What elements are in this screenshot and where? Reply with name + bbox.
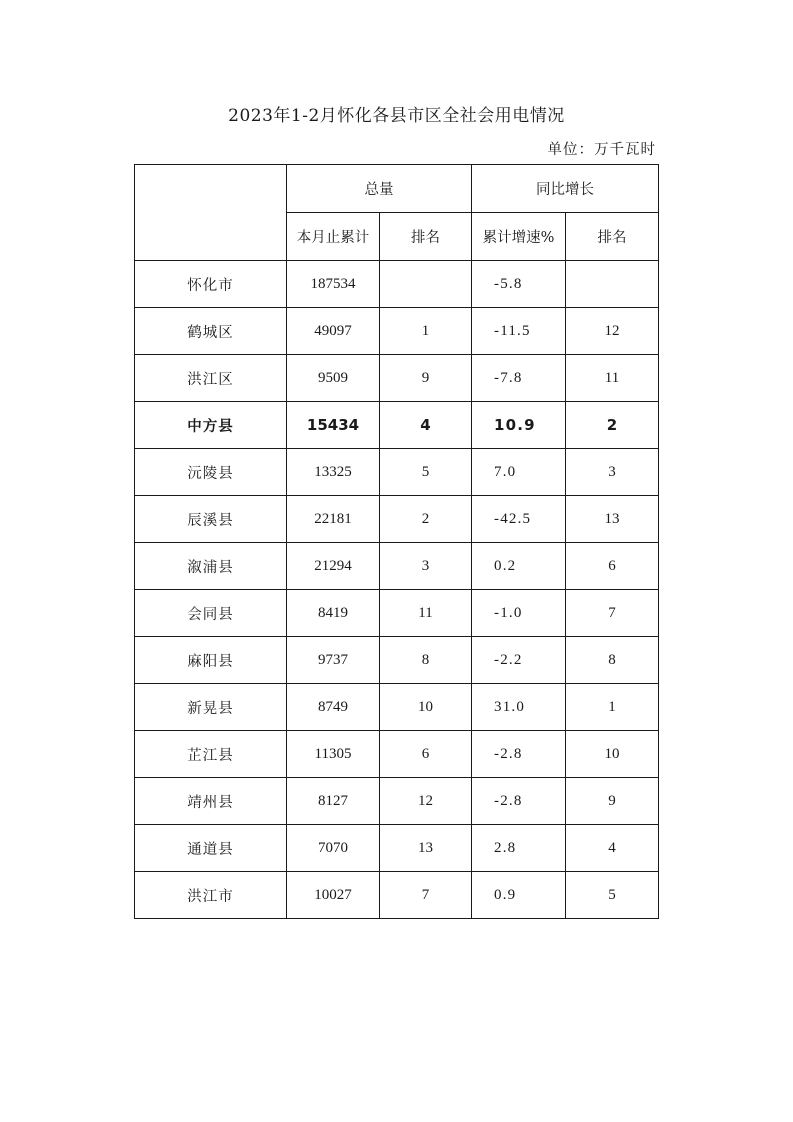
cumulative-cell: 15434 [287, 402, 380, 449]
cumulative-cell: 9509 [287, 355, 380, 402]
region-name-cell: 中方县 [135, 402, 287, 449]
growth-cell: 0.9 [472, 872, 566, 919]
group-header-row [135, 165, 659, 213]
region-name-cell: 怀化市 [135, 261, 287, 308]
growth-cell: -2.8 [472, 731, 566, 778]
cumulative-cell: 187534 [287, 261, 380, 308]
header-total: 总量 [287, 165, 472, 213]
rank-growth-cell: 9 [566, 778, 659, 825]
cumulative-cell: 7070 [287, 825, 380, 872]
cumulative-cell: 10027 [287, 872, 380, 919]
table-row [135, 402, 659, 449]
table-row [135, 355, 659, 402]
cumulative-cell: 13325 [287, 449, 380, 496]
rank-total-cell: 11 [380, 590, 472, 637]
region-name-cell: 芷江县 [135, 731, 287, 778]
header-yoy: 同比增长 [472, 165, 659, 213]
rank-total-cell: 6 [380, 731, 472, 778]
rank-total-cell: 4 [380, 402, 472, 449]
table-row [135, 543, 659, 590]
rank-total-cell: 7 [380, 872, 472, 919]
region-name-cell: 新晃县 [135, 684, 287, 731]
rank-growth-cell: 2 [566, 402, 659, 449]
growth-cell: 7.0 [472, 449, 566, 496]
growth-cell: -1.0 [472, 590, 566, 637]
table-row [135, 496, 659, 543]
rank-total-cell: 13 [380, 825, 472, 872]
growth-cell: 10.9 [472, 402, 566, 449]
header-rank-growth: 排名 [566, 213, 659, 261]
rank-total-cell: 8 [380, 637, 472, 684]
region-name-cell: 溆浦县 [135, 543, 287, 590]
cumulative-cell: 8419 [287, 590, 380, 637]
rank-total-cell: 10 [380, 684, 472, 731]
cumulative-cell: 9737 [287, 637, 380, 684]
region-name-cell: 洪江区 [135, 355, 287, 402]
header-rank-total: 排名 [380, 213, 472, 261]
rank-total-cell: 1 [380, 308, 472, 355]
table-row [135, 637, 659, 684]
cumulative-cell: 49097 [287, 308, 380, 355]
electricity-table [134, 164, 659, 919]
table-row [135, 731, 659, 778]
rank-total-cell: 12 [380, 778, 472, 825]
rank-growth-cell: 6 [566, 543, 659, 590]
rank-growth-cell: 13 [566, 496, 659, 543]
rank-total-cell: 2 [380, 496, 472, 543]
growth-cell: 2.8 [472, 825, 566, 872]
table-row [135, 778, 659, 825]
rank-total-cell: 5 [380, 449, 472, 496]
cumulative-cell: 8749 [287, 684, 380, 731]
rank-growth-cell: 3 [566, 449, 659, 496]
cumulative-cell: 8127 [287, 778, 380, 825]
growth-cell: -11.5 [472, 308, 566, 355]
region-name-cell: 通道县 [135, 825, 287, 872]
rank-growth-cell [566, 261, 659, 308]
rank-growth-cell: 5 [566, 872, 659, 919]
growth-cell: -42.5 [472, 496, 566, 543]
rank-total-cell: 9 [380, 355, 472, 402]
rank-total-cell [380, 261, 472, 308]
table-row [135, 872, 659, 919]
growth-cell: -2.2 [472, 637, 566, 684]
growth-cell: -7.8 [472, 355, 566, 402]
table-row [135, 825, 659, 872]
growth-cell: -2.8 [472, 778, 566, 825]
unit-label: 单位：万千瓦时 [547, 142, 656, 158]
header-cumulative: 本月止累计 [287, 213, 380, 261]
table-row [135, 449, 659, 496]
table-body [135, 165, 659, 919]
page-title: 2023年1-2月怀化各县市区全社会用电情况 [228, 106, 565, 126]
rank-growth-cell: 7 [566, 590, 659, 637]
table-row [135, 308, 659, 355]
growth-cell: 0.2 [472, 543, 566, 590]
rank-growth-cell: 8 [566, 637, 659, 684]
table-row [135, 590, 659, 637]
growth-cell: -5.8 [472, 261, 566, 308]
table-row [135, 684, 659, 731]
corner-cell [135, 165, 287, 261]
region-name-cell: 洪江市 [135, 872, 287, 919]
rank-growth-cell: 10 [566, 731, 659, 778]
cumulative-cell: 11305 [287, 731, 380, 778]
header-growth: 累计增速% [472, 213, 566, 261]
region-name-cell: 鹤城区 [135, 308, 287, 355]
region-name-cell: 靖州县 [135, 778, 287, 825]
rank-growth-cell: 4 [566, 825, 659, 872]
rank-growth-cell: 11 [566, 355, 659, 402]
table-row [135, 261, 659, 308]
region-name-cell: 麻阳县 [135, 637, 287, 684]
rank-growth-cell: 12 [566, 308, 659, 355]
region-name-cell: 会同县 [135, 590, 287, 637]
rank-total-cell: 3 [380, 543, 472, 590]
region-name-cell: 沅陵县 [135, 449, 287, 496]
region-name-cell: 辰溪县 [135, 496, 287, 543]
rank-growth-cell: 1 [566, 684, 659, 731]
cumulative-cell: 21294 [287, 543, 380, 590]
growth-cell: 31.0 [472, 684, 566, 731]
cumulative-cell: 22181 [287, 496, 380, 543]
